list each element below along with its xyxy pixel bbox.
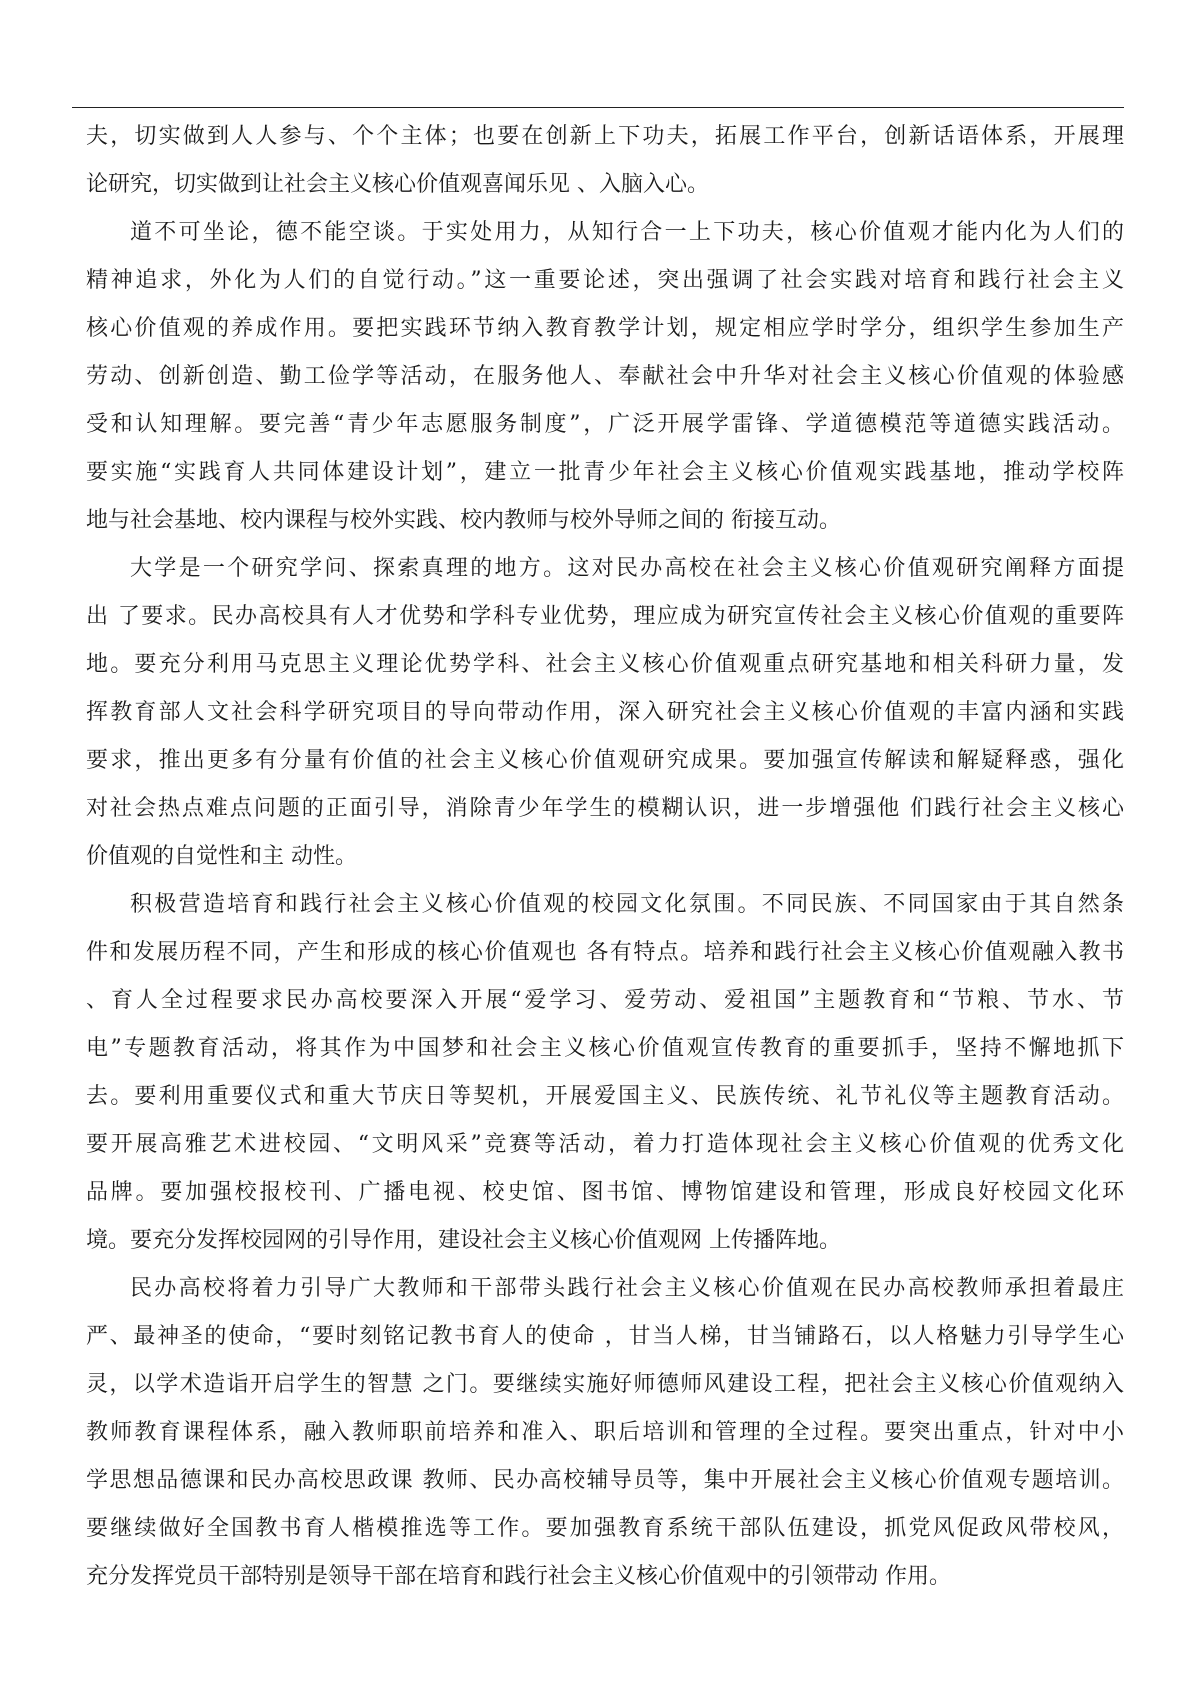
text-line: 电”专题教育活动，将其作为中国梦和社会主义核心价值观宣传教育的重要抓手，坚持不懈地抓下 — [86, 1036, 1124, 1061]
text-line: 积极营造培育和践行社会主义核心价值观的校园文化氛围。不同民族、不同国家由于其自然条 — [130, 892, 1124, 917]
text-line: 件和发展历程不同，产生和形成的核心价值观也 各有特点。培养和践行社会主义核心价值观融入教书 — [86, 940, 1124, 965]
text-line: 、育人全过程要求民办高校要深入开展“爱学习、爱劳动、爱祖国”主题教育和“节粮、节水、节 — [86, 988, 1124, 1013]
paragraph — [86, 545, 1124, 881]
text-line: 夫，切实做到人人参与、个个主体；也要在创新上下功夫，拓展工作平台，创新话语体系，开展理 — [86, 124, 1124, 149]
text-line: 要继续做好全国教书育人楷模推选等工作。要加强教育系统干部队伍建设，抓党风促政风带校风， — [86, 1516, 1124, 1541]
paragraph — [86, 209, 1124, 545]
text-line: 价值观的自觉性和主 动性。 — [86, 844, 357, 869]
text-line: 要求，推出更多有分量有价值的社会主义核心价值观研究成果。要加强宣传解读和解疑释惑，强化 — [86, 748, 1124, 773]
text-line: 境。要充分发挥校园网的引导作用，建设社会主义核心价值观网 上传播阵地。 — [86, 1228, 841, 1253]
text-line: 受和认知理解。要完善“青少年志愿服务制度”，广泛开展学雷锋、学道德模范等道德实践活动。 — [86, 412, 1124, 437]
text-line: 精神追求，外化为人们的自觉行动。”这一重要论述，突出强调了社会实践对培育和践行社会主义 — [86, 268, 1124, 293]
text-line: 挥教育部人文社会科学研究项目的导向带动作用，深入研究社会主义核心价值观的丰富内涵和实践 — [86, 700, 1124, 725]
text-line: 灵，以学术造诣开启学生的智慧 之门。要继续实施好师德师风建设工程，把社会主义核心价值观纳入 — [86, 1372, 1124, 1397]
text-line: 核心价值观的养成作用。要把实践环节纳入教育教学计划，规定相应学时学分，组织学生参加生产 — [86, 316, 1124, 341]
text-line: 地。要充分利用马克思主义理论优势学科、社会主义核心价值观重点研究基地和相关科研力量，发 — [86, 652, 1124, 677]
text-line: 要开展高雅艺术进校园、“文明风采”竞赛等活动，着力打造体现社会主义核心价值观的优秀文化 — [86, 1132, 1124, 1157]
text-line: 学思想品德课和民办高校思政课 教师、民办高校辅导员等，集中开展社会主义核心价值观专题培训。 — [86, 1468, 1124, 1493]
text-line: 严、最神圣的使命，“要时刻铭记教书育人的使命 ，甘当人梯，甘当铺路石，以人格魅力引导学生心 — [86, 1324, 1124, 1349]
paragraph — [86, 881, 1124, 1265]
text-line: 劳动、创新创造、勤工俭学等活动，在服务他人、奉献社会中升华对社会主义核心价值观的体验感 — [86, 364, 1124, 389]
text-line: 去。要利用重要仪式和重大节庆日等契机，开展爱国主义、民族传统、礼节礼仪等主题教育活动。 — [86, 1084, 1124, 1109]
text-line: 出 了要求。民办高校具有人才优势和学科专业优势，理应成为研究宣传社会主义核心价值观的重要阵 — [86, 604, 1124, 629]
text-line: 道不可坐论，德不能空谈。于实处用力，从知行合一上下功夫，核心价值观才能内化为人们的 — [130, 220, 1124, 245]
text-line: 充分发挥党员干部特别是领导干部在培育和践行社会主义核心价值观中的引领带动 作用。 — [86, 1564, 951, 1589]
text-line: 大学是一个研究学问、探索真理的地方。这对民办高校在社会主义核心价值观研究阐释方面提 — [130, 556, 1124, 581]
text-line: 对社会热点难点问题的正面引导，消除青少年学生的模糊认识，进一步增强他 们践行社会主义核心 — [86, 796, 1124, 821]
text-line: 教师教育课程体系，融入教师职前培养和准入、职后培训和管理的全过程。要突出重点，针对中小 — [86, 1420, 1124, 1445]
text-line: 民办高校将着力引导广大教师和干部带头践行社会主义核心价值观在民办高校教师承担着最庄 — [130, 1276, 1124, 1301]
text-line: 品牌。要加强校报校刊、广播电视、校史馆、图书馆、博物馆建设和管理，形成良好校园文化环 — [86, 1180, 1124, 1205]
text-line: 论研究，切实做到让社会主义核心价值观喜闻乐见 、入脑入心。 — [86, 172, 709, 197]
document-body — [86, 113, 1124, 1601]
paragraph — [86, 113, 1124, 209]
text-line: 地与社会基地、校内课程与校外实践、校内教师与校外导师之间的 衔接互动。 — [86, 508, 841, 533]
header-rule — [72, 107, 1124, 108]
paragraph — [86, 1265, 1124, 1601]
text-line: 要实施“实践育人共同体建设计划”，建立一批青少年社会主义核心价值观实践基地，推动学校阵 — [86, 460, 1124, 485]
